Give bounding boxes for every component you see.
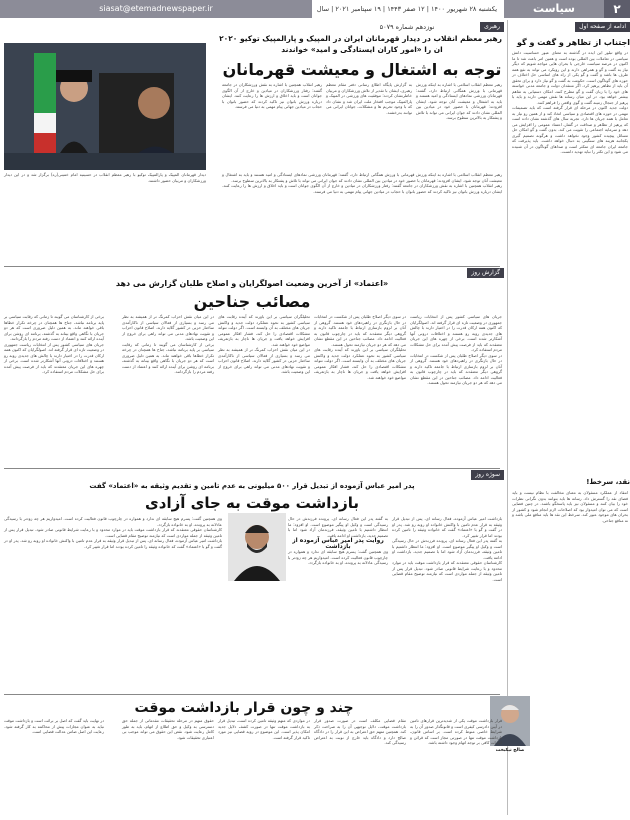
top-story-col-3: رهبر انقلاب همچنین با اشاره به نقش ورزشکاران در جامعه گفتند: رفتار ورزشکاران در میادین و خارج از آن الگوی جوانان است و باید اخلاق و ارزش ها را رعایت کنند. ایشان درباره ورزش بانوان نیز تاکید کردند که حضور بانوان با حجاب در میادین جهانی پیام مهمی به دنیا می فرستد. [222,82,322,109]
section-rule-3 [4,694,500,695]
lower-story-tag: سوژه روز [471,470,504,480]
top-story-col-1: رهبر معظم انقلاب اسلامی با اشاره به اینکه ورزش قهرمانی با ورزش همگانی ارتباط دارد، گفتند: قهرمانان ورزشی نمادهای ایستادگی و امید هستند و باید به اشتغال و معیشت آنان توجه شود. ایشان افزودند: قهرمانان با حضور خود در میادین بین المللی نشان دادند که جوان ایرانی می تواند با تلاش و پشتکار به بالاترین سطوح برسد. [416,82,502,120]
lower-story-headline: بازداشت موقت به جای آزادی [145,494,359,512]
bottom-story-col-1: قرار بازداشت موقت یکی از شدیدترین قرارهای تامین در آیین دادرسی کیفری است و قانونگذار صدور آن را به شرایط خاصی منوط کرده است. بر اساس قانون، بازداشت موقت تنها در صورتی مجاز است که قرائن و امارات کافی بر توجه اتهام وجود داشته باشد. [410,718,502,745]
sidebar-tag: ادامه از صفحه اول [575,22,630,32]
lower-story-kicker: پدر امیر عباس آزموده از تبدیل قرار ۵۰۰ میلیونی به عدم تامین و تقدیم وثیقه به «اعتماد» گفت [89,482,415,490]
sidebar-column-2 [512,490,628,690]
section-rule [4,266,500,267]
sidebar-column [512,50,628,470]
lower-story-subhead: روایت پدر امیر عباس آزموده از بازداشت [292,537,384,550]
top-story-kicker-2: ان را «امور کاران ایستادگی و امید» خواندند [281,45,443,54]
bottom-story-col-4: حقوق متهم در مرحله تحقیقات مقدماتی از جمله حق دسترسی به وکیل و حق اطلاع از اتهام، باید به طور کامل رعایت شود. نقض این حقوق می تواند موجب بی اعتباری تحقیقات شود. [122,718,214,740]
lower-story-col-1: بازداشت امیر عباس آزموده، فعال رسانه ای، پس از تبدیل قرار وثیقه به قرار عدم تامین با واکنش خانواده او روبه رو شد. پدر او در گفت و گو با «اعتماد» گفت که خانواده وثیقه را تامین کرده بودند اما قرار تغییر کرد. به گفته پدر این فعال رسانه ای، پرونده فرزندش در حال رسیدگی است و وکیل او پیگیر موضوع است. او افزود: ما انتظار داشتیم با تامین وثیقه، فرزندمان آزاد شود اما با تصمیم جدید، بازداشت او ادامه یافت. کارشناسان حقوقی معتقدند که قرار بازداشت موقت باید در موارد محدود و با رعایت شرایط قانونی صادر شود. تبدیل قرار پس از تامین وثیقه از جمله مواردی است که نیازمند توضیح مقام قضایی است. [392,516,502,582]
author-name: صالح نیکبخت [495,748,525,753]
sidebar-body: در واقع تبلور این ایده در گذشته به معنای عبور حساسیت دانش سیاسی در تعاملات بین المللی بوده است و همین امر باعث شد تا ما اکنون در عرصه سیاست خارجی با بحران هایی مواجه شویم که دیگر نیاز به گفت و گو و همراهی دارند و این رویکرد می تواند به نفع همه طرف ها باشد و گفت و گو یکی از راه های اساسی حل اختلاف در حوزه های گوناگون است. حکومت به گفت و گو نیاز دارد و برای تحقق آن باید از تظاهر پرهیز کرد. اگر منتقدان دولت و جامعه مدنی خواسته های خود را با زبان گفت و گو مطرح کنند، امکان دستیابی به تفاهم بیشتر خواهد بود. در این میان رسانه ها نقش مهمی دارند و باید با پرهیز از جنجال زمینه گفت و گوی واقعی را فراهم کنند. [512,50,628,105]
top-story-tag: رهبری [480,22,504,32]
top-story-caption: دیدار قهرمانان المپیک و پارالمپیک توکیو با رهبر معظم انقلاب در حسینیه امام خمینی(ره) برگزار شد و در این دیدار ورزشکاران و مربیان حضور داشتند. [4,172,206,183]
top-story-kicker: رهبر معظم انقلاب در دیدار قهرمانان ایران در المپیک و پارالمپیک توکیو ۲۰۲۰ [219,34,502,43]
website-address[interactable]: siasat@etemadnewspaper.ir [0,0,312,18]
middle-story-headline: مصائب جناحین [193,292,311,311]
top-story-col-4: رهبر معظم انقلاب اسلامی با اشاره به اینکه ورزش قهرمانی با ورزش همگانی ارتباط دارد، گفتند: قهرمانان ورزشی نمادهای ایستادگی و امید هستند و باید به اشتغال و معیشت آنان توجه شود. ایشان افزودند: قهرمانان با حضور خود در میادین بین المللی نشان دادند که جوان ایرانی می تواند با تلاش و پشتکار به بالاترین سطوح برسد. رهبر انقلاب همچنین با اشاره به نقش ورزشکاران در جامعه گفتند: رفتار ورزشکاران در میادین و خارج از آن الگوی جوانان است و باید اخلاق و ارزش ها را رعایت کنند. ایشان درباره ورزش بانوان نیز تاکید کردند که حضور بانوان با حجاب در میادین جهانی پیام مهمی به دنیا می فرستد. [222,172,502,194]
section-label: سیاست [504,0,604,18]
middle-story-kicker: «اعتماد» از آخرین وضعیت اصولگرایان و اصلاح طلبان گزارش می دهد [115,279,389,288]
top-story-col-2: به گزارش پایگاه اطلاع رسانی دفتر مقام معظم رهبری، ایشان با تقدیر از تلاش ورزشکاران و مربیان خاطرنشان کردند: موفقیت های ورزشی در المپیک و پارالمپیک موجب افتخار ملت ایران شد و نشان داد که با وجود تحریم ها و مشکلات، جوانان ایرانی می توانند بدرخشند. [326,82,412,115]
detainee-photo [228,513,286,581]
middle-story-tag: گزارش روز [467,268,504,278]
date-line: یکشنبه ۲۸ شهریور ۱۴۰۰ | ۱۲ صفر ۱۴۴۳ | ۱۹ سپتامبر ۲۰۲۱ | سال نوزدهم شماره ۵۰۷۹ [316,5,498,31]
section-rule-2 [4,468,500,469]
sidebar-subtitle: نقد، سرخط! [586,478,630,486]
middle-story-col-4: در این میان نقش احزاب کمرنگ تر از همیشه به نظر می رسد و بسیاری از فعالان سیاسی از ناکارآمدی ساختار حزبی در کشور گلایه دارند. اصلاح قانون احزاب و تقویت نهادهای مدنی می تواند راهی برای خروج از این وضعیت باشد. برخی از کارشناسان می گویند تا زمانی که رقابت سیاسی بر پایه برنامه نباشد، جناح ها همچنان در چرخه تکرار خطاها باقی خواهند ماند. به همین دلیل ضروری است که هر دو جریان با نگاهی واقع بینانه به گذشته، برنامه ای روشن برای آینده ارائه کنند و اعتماد از دست رفته مردم را بازگردانند. [122,314,214,374]
bottom-story-col-5: در نهایت باید گفت که اصل بر برائت است و بازداشت موقت نباید به عنوان مجازات پیش از محاکمه به کار گرفته شود. رعایت این اصل ضامن عدالت قضایی است. [4,718,104,734]
middle-story-col-2: در سوی دیگر اصلاح طلبان پس از شکست در انتخابات در حال بازنگری در راهبردهای خود هستند. گروهی از آنان بر لزوم بازسازی ارتباط با جامعه تاکید دارند و گروهی دیگر معتقدند که باید در چارچوب قانون به فعالیت ادامه داد. مصائب جناحین در این مقطع نشان می دهد که هر دو جریان نیازمند تحول هستند. تحلیلگران سیاسی بر این باورند که آینده رقابت های سیاسی کشور به نحوه عملکرد دولت جدید و واکنش جریان های مختلف به آن وابسته است. اگر دولت نتواند مشکلات اقتصادی را حل کند، فشار افکار عمومی افزایش خواهد یافت و جریان ها ناچار به بازتعریف مواضع خود خواهند شد. [314,314,406,380]
bottom-story-col-2: مقام قضایی مکلف است در صورت صدور قرار بازداشت موقت، دلایل توجیهی آن را به صراحت ذکر کند. همچنین متهم حق اعتراض به این قرار را در دادگاه صالح دارد و دادگاه باید خارج از نوبت به اعتراض رسیدگی کند. [314,718,406,745]
middle-story-col-1: جریان های سیاسی کشور پس از انتخابات ریاست جمهوری در وضعیت تازه ای قرار گرفته اند. اصولگرایان که اکنون همه ارکان قدرت را در اختیار دارند با چالش های جدیدی روبه رو هستند و اختلافات درونی آنها آشکارتر شده است. برخی از چهره های این جریان معتقدند که باید از فرصت پیش آمده برای حل مشکلات مردم استفاده کرد. در سوی دیگر اصلاح طلبان پس از شکست در انتخابات در حال بازنگری در راهبردهای خود هستند. گروهی از آنان بر لزوم بازسازی ارتباط با جامعه تاکید دارند و گروهی دیگر معتقدند که باید در چارچوب قانون به فعالیت ادامه داد. مصائب جناحین در این مقطع نشان می دهد که هر دو جریان نیازمند تحول هستند. [410,314,502,385]
top-story-headline: توجه به اشتغال و معیشت قهرمانان [222,60,502,79]
lower-story-col-3: وی همچنین گفت: پسرم هیچ سابقه ای ندارد و همواره در چارچوب قانون فعالیت کرده است. امیدواریم هر چه زودتر با رسیدگی عادلانه به پرونده، او به خانواده بازگردد. کارشناسان حقوقی معتقدند که قرار بازداشت موقت باید در موارد محدود و با رعایت شرایط قانونی صادر شود. تبدیل قرار پس از تامین وثیقه از جمله مواردی است که نیازمند توضیح مقام قضایی است. بازداشت امیر عباس آزموده، فعال رسانه ای، پس از تبدیل قرار وثیقه به قرار عدم تامین با واکنش خانواده او روبه رو شد. پدر او در گفت و گو با «اعتماد» گفت که خانواده وثیقه را تامین کرده بودند اما قرار تغییر کرد. [4,516,222,549]
leader-meeting-photo [4,43,206,170]
page-number: ۲ [604,0,630,18]
sidebar-body-2: دولت جدید اکنون در مرحله ای قرار گرفته است که باید تصمیمات مهمی در حوزه های اقتصادی و سیاسی اتخاذ کند و از همین رو نیاز به تعامل با همه جریان ها دارد. تجربه سال های گذشته نشان داده است که پرهیز از تظاهر و صداقت در گفتار، اعتماد عمومی را افزایش می دهد و سرمایه اجتماعی را تقویت می کند. بدون گفت و گو امکان حل مسائل پیچیده کشور وجود نخواهد داشت و هرگونه تصمیم گیری یکجانبه هزینه های سنگینی به دنبال خواهد داشت. باید پذیرفت که جامعه ایران جامعه ای متکثر است و صداهای گوناگون در آن شنیده می شود و این تکثر را نباید تهدید دانست. [512,105,628,154]
bottom-story-col-3: در مواردی که متهم وثیقه تامین کرده است، تبدیل قرار به بازداشت موقت تنها در صورت کشف دلایل جدید امکان پذیر است. این موضوع در رویه قضایی نیز مورد تاکید قرار گرفته است. [218,718,310,740]
middle-story-col-5: برخی از کارشناسان می گویند تا زمانی که رقابت سیاسی بر پایه برنامه نباشد، جناح ها همچنان در چرخه تکرار خطاها باقی خواهند ماند. به همین دلیل ضروری است که هر دو جریان با نگاهی واقع بینانه به گذشته، برنامه ای روشن برای آینده ارائه کنند و اعتماد از دست رفته مردم را بازگردانند. جریان های سیاسی کشور پس از انتخابات ریاست جمهوری در وضعیت تازه ای قرار گرفته اند. اصولگرایان که اکنون همه ارکان قدرت را در اختیار دارند با چالش های جدیدی روبه رو هستند و اختلافات درونی آنها آشکارتر شده است. برخی از چهره های این جریان معتقدند که باید از فرصت پیش آمده برای حل مشکلات مردم استفاده کرد. [4,314,104,374]
middle-story-col-3: تحلیلگران سیاسی بر این باورند که آینده رقابت های سیاسی کشور به نحوه عملکرد دولت جدید و واکنش جریان های مختلف به آن وابسته است. اگر دولت نتواند مشکلات اقتصادی را حل کند، فشار افکار عمومی افزایش خواهد یافت و جریان ها ناچار به بازتعریف مواضع خود خواهند شد. در این میان نقش احزاب کمرنگ تر از همیشه به نظر می رسد و بسیاری از فعالان سیاسی از ناکارآمدی ساختار حزبی در کشور گلایه دارند. اصلاح قانون احزاب و تقویت نهادهای مدنی می تواند راهی برای خروج از این وضعیت باشد. [218,314,310,374]
sidebar-title: اجتناب از تظاهر و گفت و گو [517,38,630,47]
bottom-story-headline: چند و چون قرار بازداشت موقت [134,700,354,716]
sidebar-body-3: انتقاد از عملکرد مسئولان به معنای مخالفت با نظام نیست و باید فضای نقد را گسترش داد. رسانه ها باید بتوانند بدون نگرانی نظرات خود را بیان کنند و مسئولان نیز باید پاسخگو باشند. در چنین فضایی است که می توان امیدوار بود که اصلاحات لازم انجام شود و کشور از بحران های موجود عبور کند. سرخط این نقد ها باید منافع ملی باشد و نه منافع جناحی. [512,490,628,523]
lower-story-col-2: به گفته پدر این فعال رسانه ای، پرونده فرزندش در حال رسیدگی است و وکیل او پیگیر موضوع است. او افزود: ما انتظار داشتیم با تامین وثیقه، فرزندمان آزاد شود اما با تصمیم جدید، بازداشت او ادامه یافت. روایت پدر امیر عباس آزموده از بازداشت وی همچنین گفت: پسرم هیچ سابقه ای ندارد و همواره در چارچوب قانون فعالیت کرده است. امیدواریم هر چه زودتر با رسیدگی عادلانه به پرونده، او به خانواده بازگردد. [288,516,388,565]
